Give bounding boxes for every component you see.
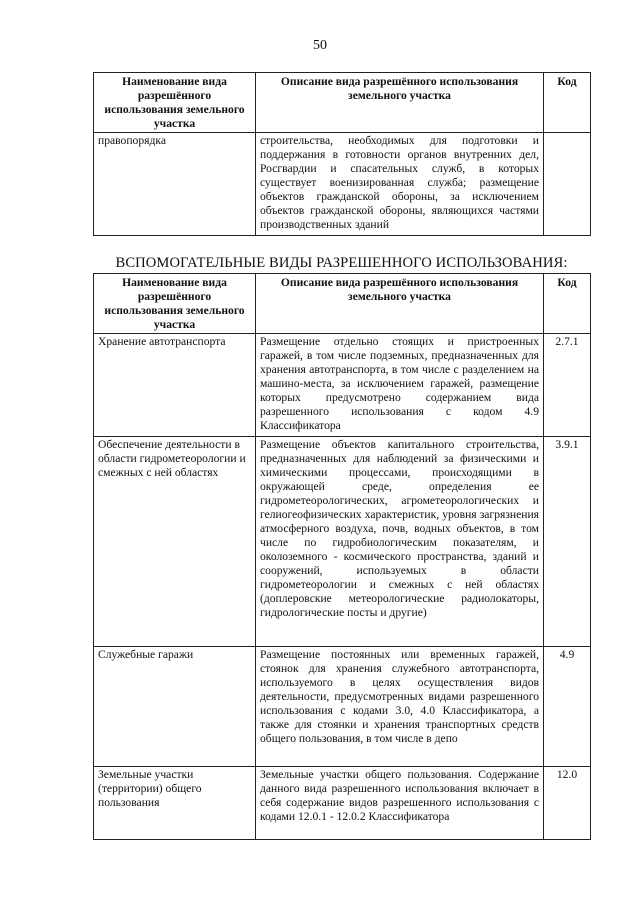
header-name: Наименование вида разрешённого использования земельного участка — [94, 274, 256, 334]
use-description-cell: Размещение отдельно стоящих и пристроенных гаражей, в том числе подземных, предназначенных для хранения автотранспорта, в том числе с разделением на машино-места, за исключением гаражей, размещение которых предусмотрено содержанием вида разрешенного использования с кодом 4.9 Классификатора — [256, 334, 544, 437]
section-title: ВСПОМОГАТЕЛЬНЫЕ ВИДЫ РАЗРЕШЕННОГО ИСПОЛЬЗОВАНИЯ: — [115, 255, 568, 271]
use-code-cell: 12.0 — [544, 767, 591, 840]
table-header-row — [94, 274, 591, 334]
table-row — [94, 647, 591, 767]
page-number: 50 — [313, 38, 327, 53]
header-code: Код — [544, 73, 591, 133]
header-description: Описание вида разрешённого использования земельного участка — [256, 73, 544, 133]
use-name-cell: Хранение автотранспорта — [94, 334, 256, 437]
use-description-cell: строительства, необходимых для подготовки и поддержания в готовности органов внутренних дел, Росгвардии и спасательных служб, в которых существует военизированная служба; размещение объектов гражданской обороны, за исключением объектов гражданской обороны, являющихся частями производственных зданий — [256, 133, 544, 236]
table-row — [94, 437, 591, 647]
continuation-table — [93, 72, 591, 236]
table-row — [94, 334, 591, 437]
use-code-cell: 4.9 — [544, 647, 591, 767]
use-code-cell: 3.9.1 — [544, 437, 591, 647]
use-description-cell: Земельные участки общего пользования. Содержание данного вида разрешенного использования включает в себя содержание видов разрешенного использования с кодами 12.0.1 - 12.0.2 Классификатора — [256, 767, 544, 840]
header-code: Код — [544, 274, 591, 334]
use-description-cell: Размещение объектов капитального строительства, предназначенных для наблюдений за физическими и химическими процессами, происходящими в окружающей среде, определения ее гидрометеорологических, агрометеорологических и гелиогеофизических характеристик, уровня загрязнения атмосферного воздуха, почв, водных объектов, в том числе по гидробиологическим показателям, и околоземного - космического пространства, зданий и сооружений, используемых в области гидрометеорологии и смежных с ней областях (доплеровские метеорологические радиолокаторы, гидрологические посты и другие) — [256, 437, 544, 647]
table-row — [94, 133, 591, 236]
use-name-cell: Служебные гаражи — [94, 647, 256, 767]
use-name-cell: Обеспечение деятельности в области гидрометеорологии и смежных с ней областях — [94, 437, 256, 647]
use-name-cell: Земельные участки (территории) общего пользования — [94, 767, 256, 840]
use-description-cell: Размещение постоянных или временных гаражей, стоянок для хранения служебного автотранспорта, используемого в целях осуществления видов деятельности, предусмотренных видами разрешенного использования с кодами 3.0, 4.0 Классификатора, а также для стоянки и хранения транспортных средств общего пользования, в том числе в депо — [256, 647, 544, 767]
table-header-row — [94, 73, 591, 133]
header-name: Наименование вида разрешённого использования земельного участка — [94, 73, 256, 133]
auxiliary-uses-table — [93, 273, 591, 840]
use-code-cell: 2.7.1 — [544, 334, 591, 437]
use-code-cell — [544, 133, 591, 236]
header-description: Описание вида разрешённого использования земельного участка — [256, 274, 544, 334]
use-name-cell: правопорядка — [94, 133, 256, 236]
table-row — [94, 767, 591, 840]
